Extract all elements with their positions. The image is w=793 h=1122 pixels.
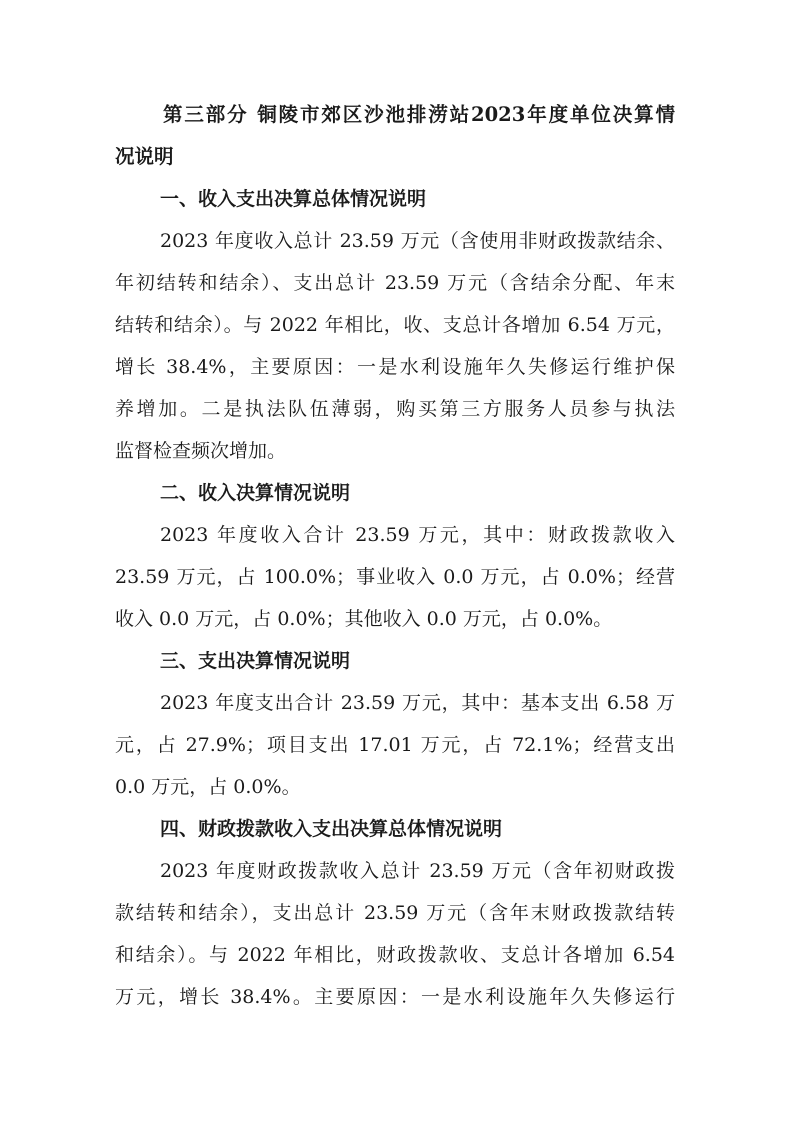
paragraph-line: 2023 年度财政拨款收入总计 23.59 万元（含年初财政拨 <box>160 860 675 882</box>
paragraph-line: 监督检查频次增加。 <box>115 440 287 462</box>
paragraph-line: 万元，增长 38.4%。主要原因：一是水利设施年久失修运行 <box>115 986 675 1008</box>
section-heading-income: 二、收入决算情况说明 <box>160 482 351 504</box>
section-heading-income-expenditure-overview: 一、收入支出决算总体情况说明 <box>160 188 427 210</box>
document-title-line-2: 况说明 <box>115 145 174 168</box>
paragraph-line: 23.59 万元，占 100.0%；事业收入 0.0 万元，占 0.0%；经营 <box>115 566 675 588</box>
paragraph-line: 增长 38.4%，主要原因：一是水利设施年久失修运行维护保 <box>115 356 675 378</box>
paragraph-line: 2023 年度支出合计 23.59 万元，其中：基本支出 6.58 万 <box>160 692 675 714</box>
paragraph-line: 结转和结余）。与 2022 年相比，收、支总计各增加 6.54 万元， <box>115 314 675 336</box>
paragraph-line: 收入 0.0 万元，占 0.0%；其他收入 0.0 万元，占 0.0%。 <box>115 608 613 630</box>
paragraph-line: 年初结转和结余）、支出总计 23.59 万元（含结余分配、年末 <box>115 272 675 294</box>
paragraph-line: 2023 年度收入总计 23.59 万元（含使用非财政拨款结余、 <box>160 230 675 252</box>
paragraph-line: 0.0 万元，占 0.0%。 <box>115 776 301 798</box>
section-heading-expenditure: 三、支出决算情况说明 <box>160 650 351 672</box>
paragraph-line: 2023 年度收入合计 23.59 万元，其中：财政拨款收入 <box>160 524 675 546</box>
paragraph-line: 和结余）。与 2022 年相比，财政拨款收、支总计各增加 6.54 <box>115 944 675 966</box>
section-heading-fiscal-appropriation-overview: 四、财政拨款收入支出决算总体情况说明 <box>160 818 503 840</box>
paragraph-line: 元，占 27.9%；项目支出 17.01 万元，占 72.1%；经营支出 <box>115 734 675 756</box>
document-title-line-1: 第三部分 铜陵市郊区沙池排涝站2023年度单位决算情 <box>163 103 675 126</box>
paragraph-line: 款结转和结余），支出总计 23.59 万元（含年末财政拨款结转 <box>115 902 675 924</box>
document-body <box>115 94 675 1018</box>
paragraph-line: 养增加。二是执法队伍薄弱，购买第三方服务人员参与执法 <box>115 398 675 420</box>
